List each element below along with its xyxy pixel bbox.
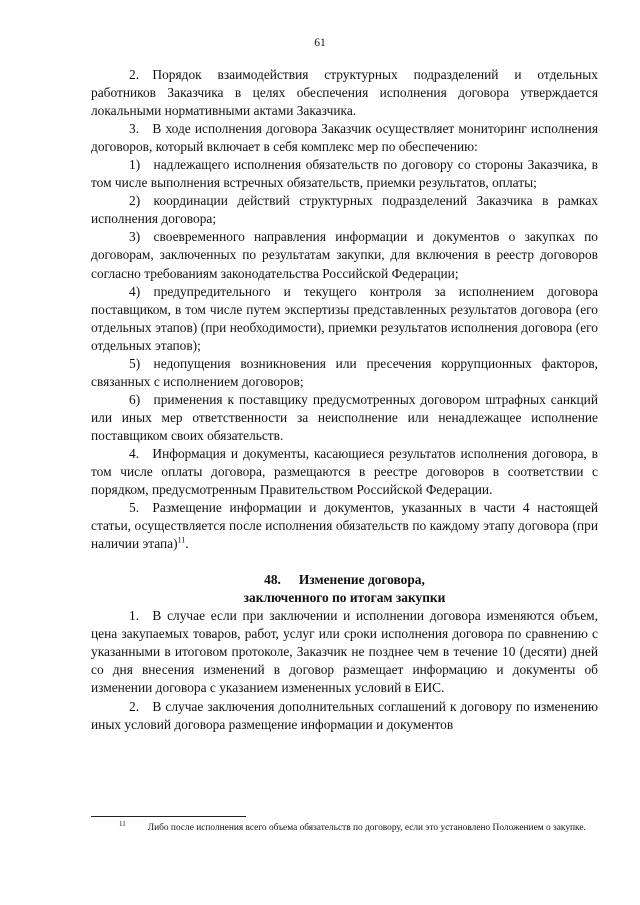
document-body: [91, 66, 598, 734]
paragraph: 2. В случае заключения дополнительных соглашений к договору по изменению иных условий договора размещение информации и документов: [91, 698, 598, 732]
paragraph-end: .: [185, 536, 189, 552]
heading-title-line-2: заключенного по итогам закупки: [243, 590, 446, 606]
list-item: 3) своевременного направления информации и документов о закупках по договорам, заключенных по результатам закупки, для включения в реестр договоров согласно требованиям законодательства Российской Федерации;: [91, 229, 598, 281]
footnote-text: Либо после исполнения всего объема обязательств по договору, если это установлено Положением о закупке.: [147, 823, 586, 833]
page-number: 61: [314, 37, 326, 49]
heading-number: 48.: [264, 572, 281, 588]
footnote-reference[interactable]: 11: [177, 535, 186, 545]
footnote-number: 11: [119, 819, 126, 828]
paragraph-text: 5. Размещение информации и документов, указанных в части 4 настоящей статьи, осуществляется после исполнения обязательств по каждому этапу договора (при наличии этапа): [91, 500, 598, 552]
paragraph: 1. В случае если при заключении и исполнении договора изменяются объем, цена закупаемых товаров, работ, услуг или сроки исполнения договора по сравнению с указанными в итоговом протоколе, Заказчик не позднее чем в течение 10 (десяти) дней со дня внесения изменений в договор размещает информацию и документы об изменении договора с указанием измененных условий в ЕИС.: [91, 608, 598, 696]
footnote: [91, 819, 598, 835]
list-item: 5) недопущения возникновения или пресечения коррупционных факторов, связанных с исполнением договоров;: [91, 355, 598, 389]
paragraph: 3. В ходе исполнения договора Заказчик осуществляет мониторинг исполнения договоров, который включает в себя комплекс мер по обеспечению:: [91, 121, 598, 155]
list-item: 6) применения к поставщику предусмотренных договором штрафных санкций или иных мер ответственности за неисполнение или ненадлежащее исполнение поставщиком своих обязательств.: [91, 391, 598, 443]
list-item: 4) предупредительного и текущего контроля за исполнением договора поставщиком, в том числе путем экспертизы представленных результатов договора (его отдельных этапов) (при необходимости), приемки результатов исполнения договора (его отдельных этапов);: [91, 283, 598, 353]
paragraph: 2. Порядок взаимодействия структурных подразделений и отдельных работников Заказчика в целях обеспечения исполнения договора утверждается локальными нормативными актами Заказчика.: [91, 67, 598, 119]
section-heading: [91, 571, 598, 607]
heading-title-line-1: Изменение договора,: [298, 572, 425, 588]
list-item: 1) надлежащего исполнения обязательств по договору со стороны Заказчика, в том числе выполнения встречных обязательств, приемки результатов, оплаты;: [91, 157, 598, 191]
list-item: 2) координации действий структурных подразделений Заказчика в рамках исполнения договора;: [91, 193, 598, 227]
paragraph: 4. Информация и документы, касающиеся результатов исполнения договора, в том числе оплаты договора, размещаются в реестре договоров в соответствии с порядком, предусмотренным Правительством Российской Федерации.: [91, 445, 598, 498]
footnote-separator: [91, 816, 246, 817]
paragraph-with-footnote: [91, 499, 598, 553]
heading-line-1: [91, 571, 598, 589]
